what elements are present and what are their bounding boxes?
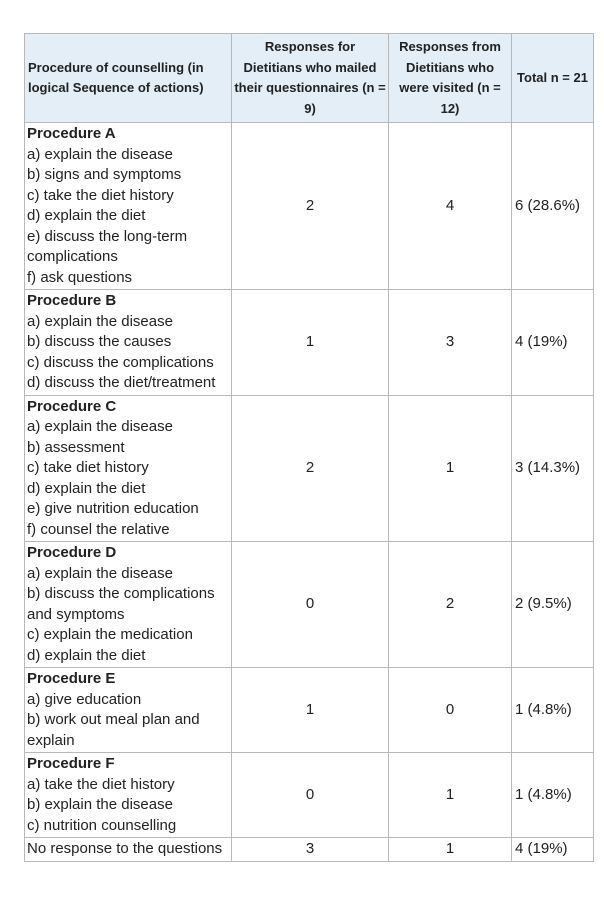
table-row [25,838,594,862]
procedure-step: c) explain the medication [27,626,193,643]
procedure-cell [25,395,232,542]
procedure-title: Procedure F [27,755,115,772]
procedure-step: c) nutrition counselling [27,816,177,834]
counselling-procedures-table [24,33,594,862]
procedure-cell [25,290,232,396]
procedure-cell [25,753,232,838]
header-visited-responses: Responses from Dietitians who were visited (n = 12) [389,34,512,123]
procedure-step: b) work out meal plan and explain [27,711,200,749]
procedure-step: b) discuss the causes [27,333,172,350]
procedure-step: d) explain the diet [27,646,146,664]
visited-responses-cell: 1 [389,395,512,542]
procedure-title: Procedure D [27,544,117,561]
procedure-step: f) ask questions [27,268,133,286]
procedure-step: a) explain the disease [27,418,173,435]
header-procedure: Procedure of counselling (in logical Sequence of actions) [25,34,232,123]
total-cell: 2 (9.5%) [512,542,594,668]
procedure-step: e) give nutrition education [27,500,199,517]
mailed-responses-cell: 0 [232,753,389,838]
header-total: Total n = 21 [512,34,594,123]
procedure-step: No response to the questions [27,840,223,857]
visited-responses-cell: 4 [389,123,512,290]
header-mailed-responses: Responses for Dietitians who mailed their questionnaires (n = 9) [232,34,389,123]
procedure-step: a) take the diet history [27,775,175,793]
table-header [25,34,594,123]
procedure-step: d) explain the diet [27,207,146,224]
visited-responses-cell: 1 [389,838,512,862]
mailed-responses-cell: 0 [232,542,389,668]
total-cell: 1 (4.8%) [512,668,594,753]
mailed-responses-cell: 1 [232,290,389,396]
procedure-step: e) discuss the long-term complications [27,227,188,265]
table-row [25,668,594,753]
procedure-cell [25,838,232,862]
procedure-step: a) explain the disease [27,145,173,163]
mailed-responses-cell: 2 [232,123,389,290]
total-cell: 1 (4.8%) [512,753,594,838]
procedure-step: d) explain the diet [27,479,146,497]
procedure-step: a) give education [27,690,142,708]
procedure-title: Procedure B [27,292,117,309]
procedure-title: Procedure E [27,670,116,687]
procedure-step: c) take diet history [27,459,149,476]
procedure-step: d) discuss the diet/treatment [27,374,216,391]
procedure-step: b) assessment [27,438,125,456]
procedure-step: a) explain the disease [27,312,173,330]
mailed-responses-cell: 3 [232,838,389,862]
mailed-responses-cell: 1 [232,668,389,753]
procedure-step: a) explain the disease [27,564,173,582]
procedure-step: f) counsel the relative [27,520,170,538]
procedure-step: b) discuss the complications and symptoms [27,585,215,623]
table-row [25,290,594,396]
visited-responses-cell: 3 [389,290,512,396]
procedure-cell [25,123,232,290]
total-cell: 4 (19%) [512,838,594,862]
procedure-title: Procedure A [27,125,116,142]
total-cell: 3 (14.3%) [512,395,594,542]
visited-responses-cell: 0 [389,668,512,753]
total-cell: 4 (19%) [512,290,594,396]
table-row [25,123,594,290]
visited-responses-cell: 1 [389,753,512,838]
visited-responses-cell: 2 [389,542,512,668]
table-row [25,395,594,542]
mailed-responses-cell: 2 [232,395,389,542]
procedure-title: Procedure C [27,397,117,415]
total-cell: 6 (28.6%) [512,123,594,290]
table-row [25,753,594,838]
table-row [25,542,594,668]
procedure-step: b) signs and symptoms [27,166,182,183]
procedure-cell [25,668,232,753]
procedure-step: b) explain the disease [27,796,173,813]
procedure-step: c) take the diet history [27,186,174,204]
header-row [25,34,594,123]
procedure-step: c) discuss the complications [27,353,214,371]
table-body [25,123,594,862]
procedure-cell [25,542,232,668]
